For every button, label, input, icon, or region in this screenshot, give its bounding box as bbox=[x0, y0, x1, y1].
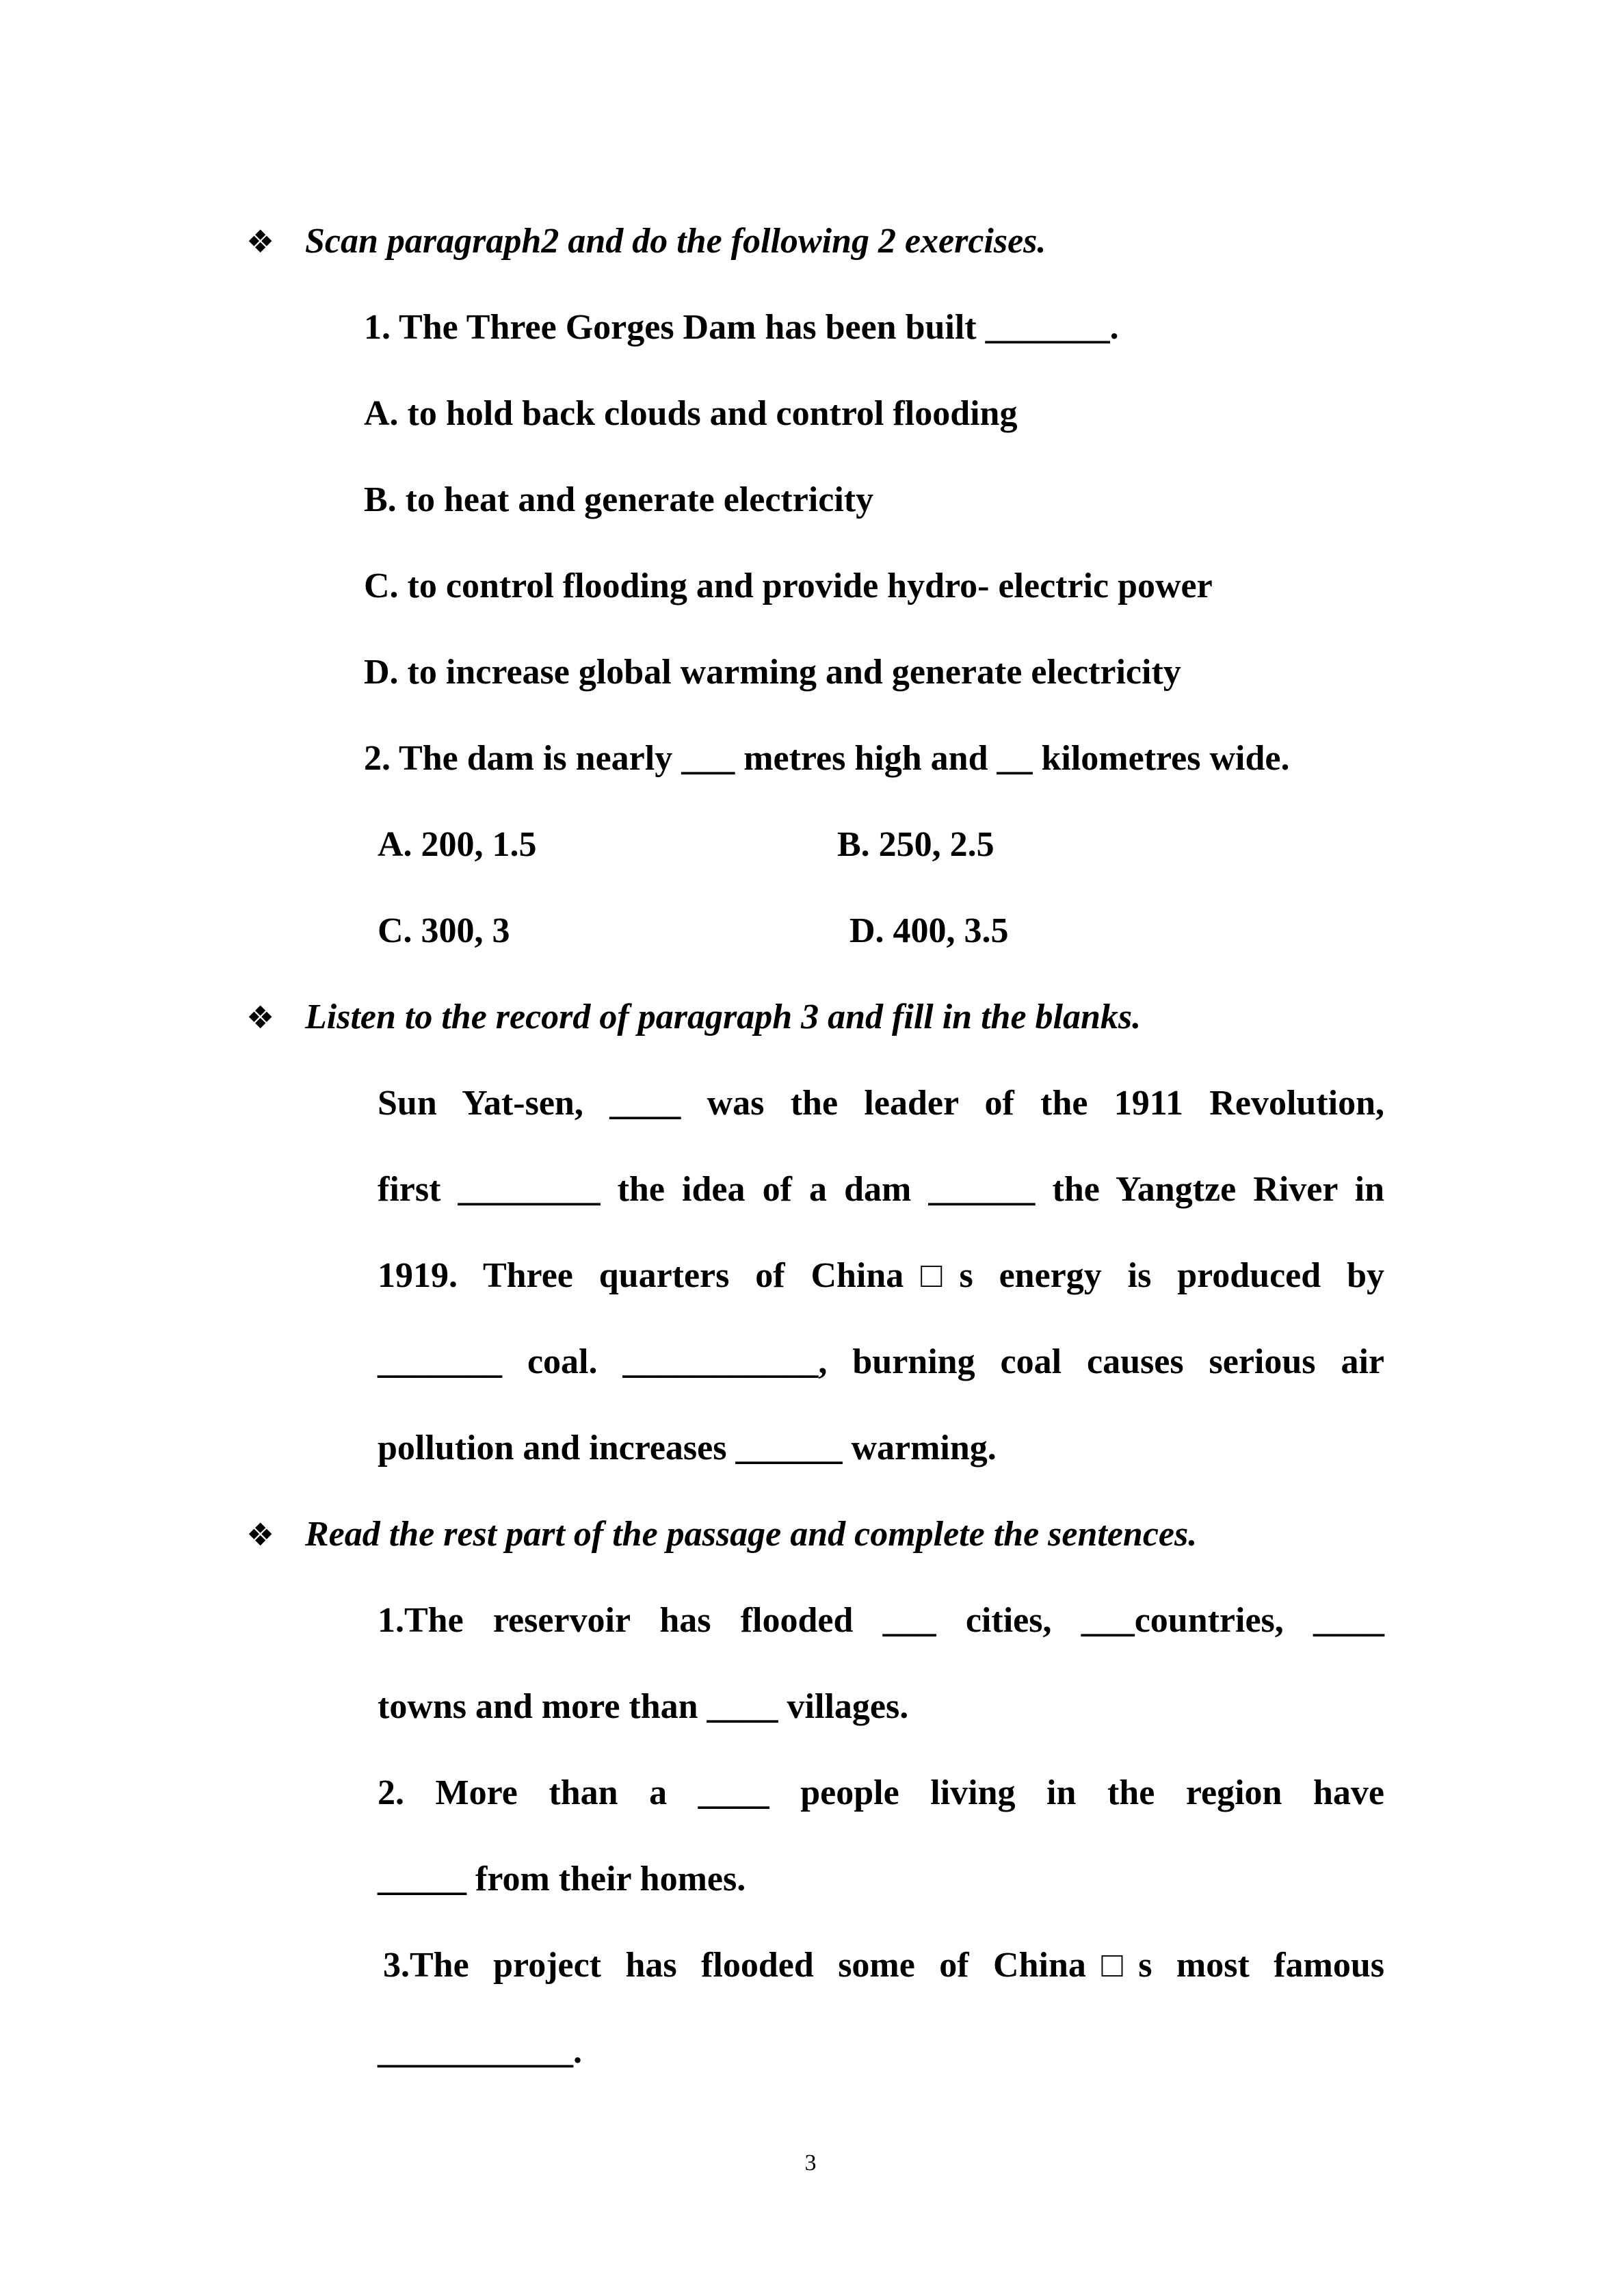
section2-line-2: first ________ the idea of a dam ______ the Yangtze River in bbox=[378, 1170, 1384, 1209]
section1-heading: Scan paragraph2 and do the following 2 exercises. bbox=[305, 222, 1046, 261]
section3-line-1: 1.The reservoir has flooded ___ cities, ___countries, ____ bbox=[378, 1601, 1384, 1640]
q1-stem: 1. The Three Gorges Dam has been built _______. bbox=[364, 308, 1119, 347]
section2-line-3: 1919. Three quarters of China□s energy is produced by bbox=[378, 1256, 1384, 1295]
section3-heading: Read the rest part of the passage and complete the sentences. bbox=[305, 1515, 1198, 1554]
section2-line-5: pollution and increases ______ warming. bbox=[378, 1429, 997, 1467]
section3-line-5: 3.The project has flooded some of China□s most famous bbox=[383, 1946, 1384, 1985]
section3-line-6: ___________. bbox=[378, 2032, 582, 2071]
diamond-bullet-icon: ❖ bbox=[246, 1516, 275, 1553]
section3-line-2: towns and more than ____ villages. bbox=[378, 1687, 909, 1726]
section2-line-1: Sun Yat-sen, ____ was the leader of the 1911 Revolution, bbox=[378, 1084, 1384, 1123]
q1-option-c: C. to control flooding and provide hydro- electric power bbox=[364, 566, 1213, 605]
diamond-bullet-icon: ❖ bbox=[246, 999, 275, 1036]
diamond-bullet-icon: ❖ bbox=[246, 223, 275, 260]
q2-stem: 2. The dam is nearly ___ metres high and __ kilometres wide. bbox=[364, 739, 1290, 778]
section2-line-4: _______ coal. ___________, burning coal causes serious air bbox=[378, 1342, 1384, 1381]
q2-option-b: B. 250, 2.5 bbox=[837, 825, 994, 864]
q1-option-a: A. to hold back clouds and control flooding bbox=[364, 394, 1018, 433]
q2-option-d: D. 400, 3.5 bbox=[849, 911, 1009, 950]
page-number: 3 bbox=[804, 2150, 817, 2176]
section2-heading: Listen to the record of paragraph 3 and fill in the blanks. bbox=[305, 997, 1142, 1036]
q1-option-b: B. to heat and generate electricity bbox=[364, 480, 874, 519]
q2-option-c: C. 300, 3 bbox=[378, 911, 510, 950]
q2-option-a: A. 200, 1.5 bbox=[378, 825, 537, 864]
section3-line-4: _____ from their homes. bbox=[378, 1860, 746, 1899]
q1-option-d: D. to increase global warming and generate electricity bbox=[364, 653, 1181, 692]
section3-line-3: 2. More than a ____ people living in the region have bbox=[378, 1773, 1384, 1812]
